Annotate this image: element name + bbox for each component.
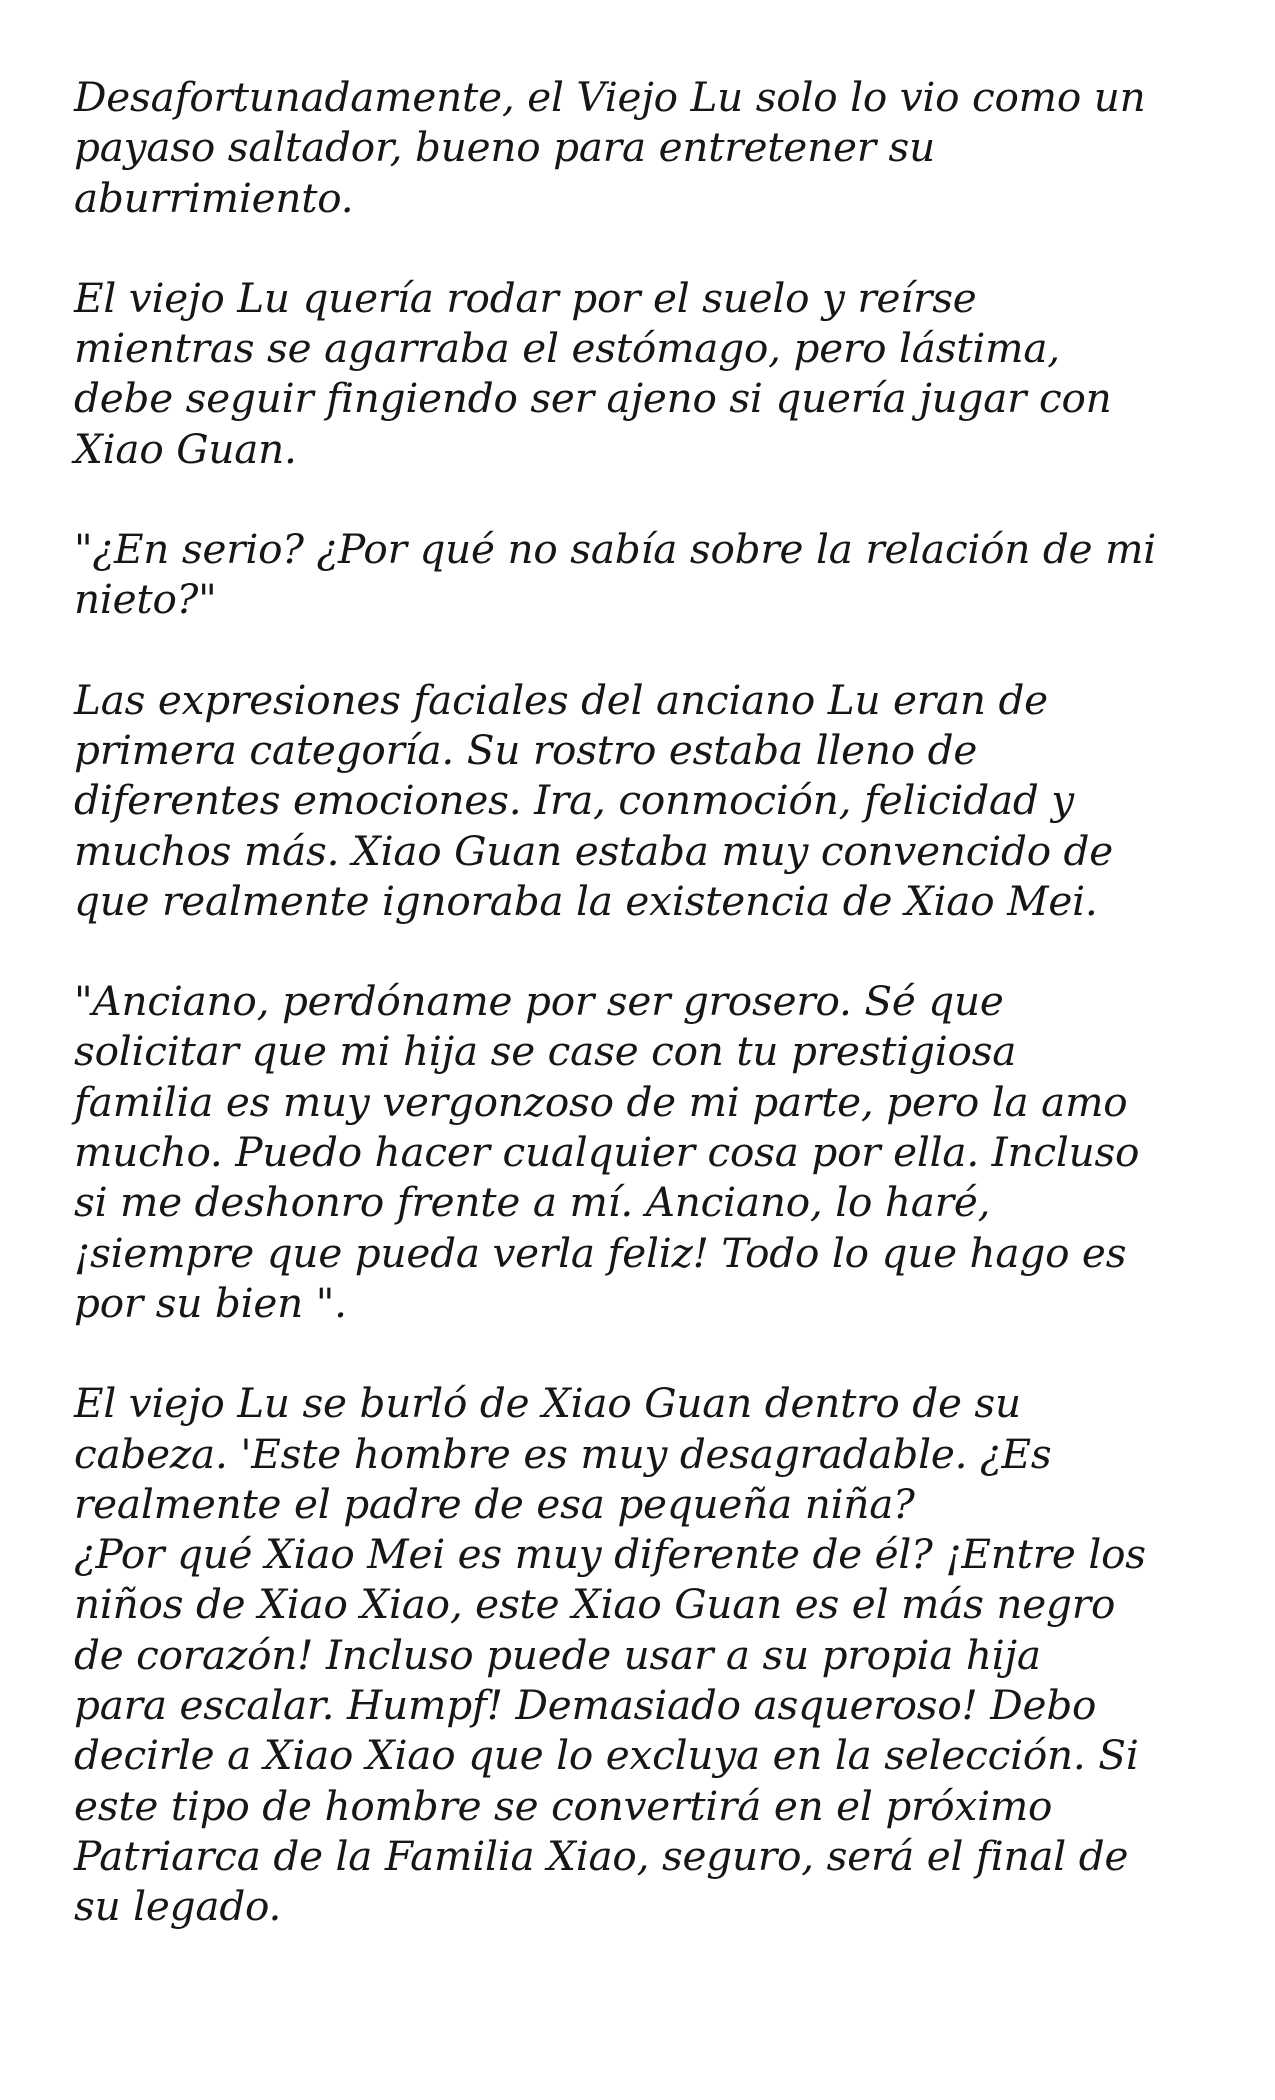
text-line: Xiao Guan. — [74, 424, 297, 473]
paragraph-5 — [74, 976, 1234, 1328]
text-line: muchos más. Xiao Guan estaba muy convencido de — [74, 826, 1114, 875]
text-line: nieto?" — [74, 575, 217, 624]
text-line: aburrimiento. — [74, 173, 354, 222]
text-line: primera categoría. Su rostro estaba lleno de — [74, 725, 978, 774]
text-line: Desafortunadamente, el Viejo Lu solo lo vio como un — [74, 73, 1146, 121]
text-line: diferentes emociones. Ira, conmoción, felicidad y — [74, 776, 1074, 825]
text-line: Patriarca de la Familia Xiao, seguro, será el final de — [74, 1831, 1129, 1880]
text-line: payaso saltador, bueno para entretener su — [74, 123, 936, 172]
text-line: que realmente ignoraba la existencia de Xiao Mei. — [74, 876, 1098, 925]
paragraph-4 — [74, 675, 1234, 926]
text-line: ¡siempre que pueda verla feliz! Todo lo que hago es — [74, 1228, 1127, 1277]
text-line: si me deshonro frente a mí. Anciano, lo haré, — [74, 1178, 991, 1227]
text-line: su legado. — [74, 1882, 282, 1931]
text-line: cabeza. 'Este hombre es muy desagradable. ¿Es — [74, 1429, 1052, 1478]
text-line: Las expresiones faciales del anciano Lu eran de — [74, 675, 1048, 724]
text-line: "Anciano, perdóname por ser grosero. Sé que — [74, 977, 1004, 1026]
text-line: para escalar. Humpf! Demasiado asqueroso! Debo — [74, 1681, 1097, 1730]
text-line: mucho. Puedo hacer cualquier cosa por ella. Incluso — [74, 1128, 1140, 1177]
paragraph-6 — [74, 1378, 1234, 1931]
text-line: de corazón! Incluso puede usar a su propia hija — [74, 1630, 1041, 1679]
text-line: niños de Xiao Xiao, este Xiao Guan es el más negro — [74, 1580, 1116, 1629]
paragraph-1 — [74, 72, 1234, 223]
text-line: realmente el padre de esa pequeña niña? — [74, 1479, 915, 1528]
text-line: este tipo de hombre se convertirá en el próximo — [74, 1781, 1053, 1830]
text-line: El viejo Lu se burló de Xiao Guan dentro de su — [74, 1379, 1021, 1428]
text-line: El viejo Lu quería rodar por el suelo y reírse — [74, 273, 977, 322]
text-line: mientras se agarraba el estómago, pero lástima, — [74, 324, 1060, 373]
text-line: ¿Por qué Xiao Mei es muy diferente de él? ¡Entre los — [74, 1530, 1146, 1579]
text-line: por su bien ". — [74, 1278, 347, 1327]
document-body — [74, 72, 1234, 1982]
paragraph-3 — [74, 524, 1234, 625]
text-line: decirle a Xiao Xiao que lo excluya en la selección. Si — [74, 1731, 1139, 1780]
paragraph-2 — [74, 273, 1234, 474]
text-line: solicitar que mi hija se case con tu prestigiosa — [74, 1027, 1017, 1076]
text-line: familia es muy vergonzoso de mi parte, pero la amo — [74, 1077, 1128, 1126]
text-line: debe seguir fingiendo ser ajeno si quería jugar con — [74, 374, 1112, 423]
text-line: "¿En serio? ¿Por qué no sabía sobre la relación de mi — [74, 525, 1157, 574]
